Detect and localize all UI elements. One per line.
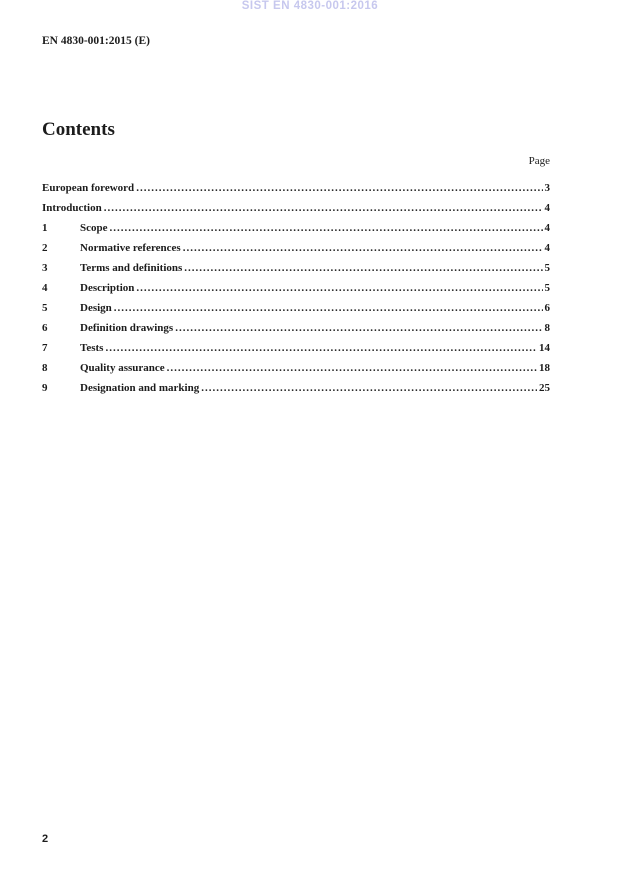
contents-heading: Contents bbox=[42, 119, 115, 140]
toc-dot-leader bbox=[110, 218, 543, 238]
toc-entry-title: Terms and definitions bbox=[80, 262, 183, 274]
toc-entry-title: Designation and marking bbox=[80, 382, 200, 394]
toc-page-number: 4 bbox=[544, 242, 550, 254]
toc-page-number: 18 bbox=[539, 362, 550, 374]
toc-row bbox=[42, 318, 550, 338]
toc-entry-title: Scope bbox=[80, 222, 108, 234]
toc-row bbox=[42, 338, 550, 358]
toc-row bbox=[42, 298, 550, 318]
document-reference: EN 4830-001:2015 (E) bbox=[42, 35, 150, 47]
toc-page-number: 6 bbox=[544, 302, 550, 314]
toc-dot-leader bbox=[136, 278, 542, 298]
toc-dot-leader bbox=[167, 358, 537, 378]
watermark-standard-id: SIST EN 4830-001:2016 bbox=[241, 0, 379, 12]
toc-dot-leader bbox=[105, 338, 537, 358]
page-column-label: Page bbox=[528, 155, 550, 167]
table-of-contents bbox=[42, 178, 550, 398]
toc-dot-leader bbox=[114, 298, 543, 318]
toc-page-number: 5 bbox=[544, 282, 550, 294]
toc-section-number: 9 bbox=[42, 382, 48, 394]
toc-page-number: 5 bbox=[544, 262, 550, 274]
toc-page-number: 14 bbox=[539, 342, 550, 354]
toc-dot-leader bbox=[201, 378, 537, 398]
toc-section-number: 1 bbox=[42, 222, 48, 234]
toc-entry-title: European foreword bbox=[42, 182, 135, 194]
toc-dot-leader bbox=[184, 258, 542, 278]
toc-row bbox=[42, 358, 550, 378]
toc-row bbox=[42, 218, 550, 238]
toc-page-number: 8 bbox=[544, 322, 550, 334]
toc-dot-leader bbox=[136, 178, 542, 198]
toc-entry-title: Description bbox=[80, 282, 135, 294]
toc-row bbox=[42, 238, 550, 258]
toc-row bbox=[42, 278, 550, 298]
toc-section-number: 4 bbox=[42, 282, 48, 294]
toc-entry-title: Definition drawings bbox=[80, 322, 174, 334]
toc-dot-leader bbox=[183, 238, 543, 258]
toc-row bbox=[42, 198, 550, 218]
toc-row bbox=[42, 178, 550, 198]
toc-section-number: 3 bbox=[42, 262, 48, 274]
toc-page-number: 4 bbox=[544, 222, 550, 234]
toc-row bbox=[42, 378, 550, 398]
toc-row bbox=[42, 258, 550, 278]
toc-page-number: 25 bbox=[539, 382, 550, 394]
toc-entry-title: Quality assurance bbox=[80, 362, 165, 374]
toc-entry-title: Introduction bbox=[42, 202, 102, 214]
toc-page-number: 3 bbox=[544, 182, 550, 194]
toc-section-number: 6 bbox=[42, 322, 48, 334]
toc-dot-leader bbox=[104, 198, 543, 218]
toc-section-number: 2 bbox=[42, 242, 48, 254]
toc-entry-title: Tests bbox=[80, 342, 104, 354]
toc-page-number: 4 bbox=[544, 202, 550, 214]
footer-page-number: 2 bbox=[42, 833, 49, 845]
toc-section-number: 7 bbox=[42, 342, 48, 354]
toc-dot-leader bbox=[175, 318, 542, 338]
toc-entry-title: Design bbox=[80, 302, 112, 314]
toc-section-number: 5 bbox=[42, 302, 48, 314]
toc-section-number: 8 bbox=[42, 362, 48, 374]
toc-entry-title: Normative references bbox=[80, 242, 181, 254]
